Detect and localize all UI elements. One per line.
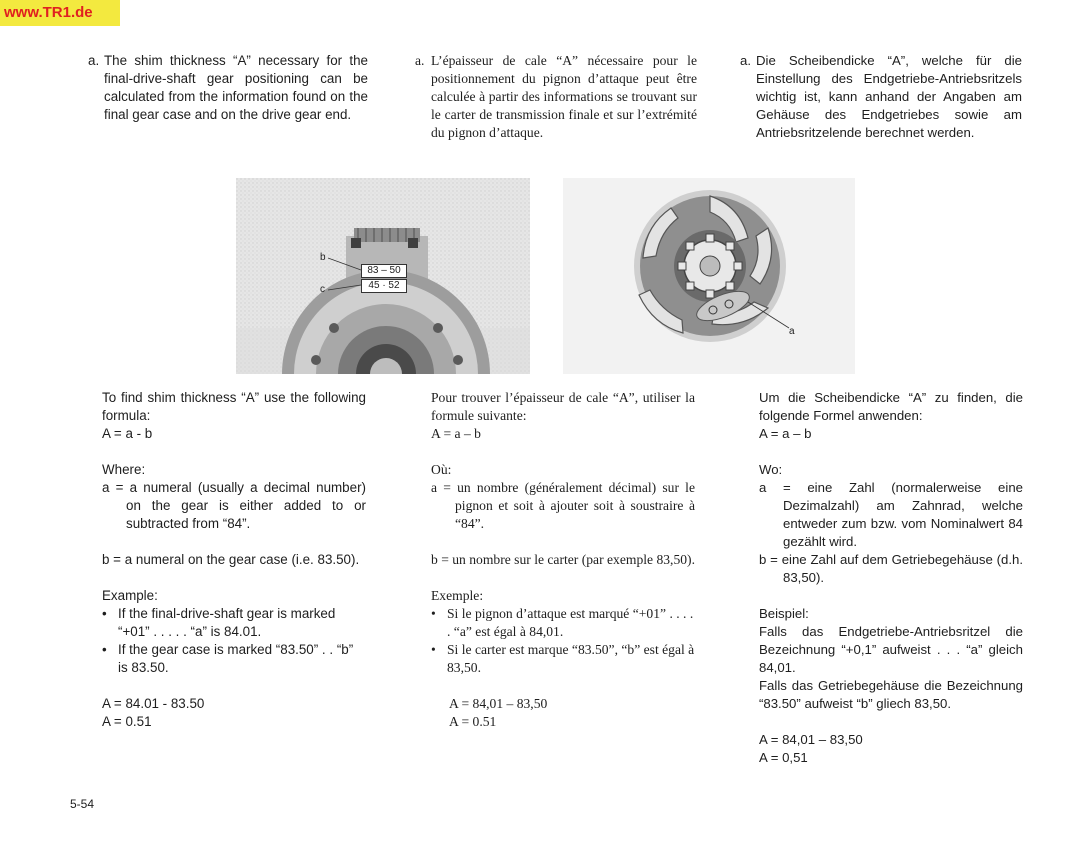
definition-b: b = eine Zahl auf dem Getriebegehäuse (d.h. 83,50). [759, 552, 1023, 585]
where-heading: Where: [102, 462, 146, 477]
example-text: Falls das Getriebegehäuse die Bezeichnung “83.50” aufweist “b” gliech 83,50. [759, 678, 1023, 711]
bullet-icon: • [431, 642, 436, 657]
find-formula: Um die Scheibendicke “A” zu finden, die folgende Formel anwenden: [759, 390, 1023, 423]
intro-de [740, 52, 1022, 142]
example-bullet: • If the final-drive-shaft gear is marked “+01” . . . . . “a” is 84.01. [102, 606, 336, 639]
bullet-icon: • [102, 606, 107, 621]
find-formula: To find shim thickness “A” use the following formula: [102, 390, 366, 423]
bullet-icon: • [102, 642, 107, 657]
example-heading: Exemple: [431, 588, 484, 603]
calc-line: A = 84,01 – 83,50 [759, 732, 863, 747]
definition-b: b = a numeral on the gear case (i.e. 83.50). [102, 552, 360, 567]
formula: A = a - b [102, 426, 153, 441]
bullet-icon: • [431, 606, 436, 621]
label-c: c [320, 284, 325, 295]
intro-fr [415, 52, 697, 142]
example-heading: Beispiel: [759, 606, 809, 621]
where-heading: Wo: [759, 462, 783, 477]
example-heading: Example: [102, 588, 158, 603]
watermark: www.TR1.de [0, 0, 120, 26]
page-number: 5-54 [70, 797, 95, 811]
calc-result: A = 0.51 [449, 714, 497, 729]
example-bullet: • If the gear case is marked “83.50” . . “b” is 83.50. [102, 642, 354, 675]
intro-text: Die Scheibendicke “A”, welche für die Einstellung des Endgetriebe-Antriebsritzels wichtig ist, kann anhand der Angaben am Gehäuse des Endgetriebes sowie am Antriebsritzelende berechnet werden. [756, 53, 1022, 140]
definition-a: a = un nombre (généralement décimal) sur le pignon et soit à ajouter soit à soustraire à “84”. [431, 480, 695, 531]
definition-a: a = eine Zahl (normalerweise eine Dezimalzahl) am Zahnrad, welche entweder zum bzw. vom Nominalwert 84 gezählt wird. [759, 480, 1023, 549]
column-de [759, 389, 1023, 767]
intro-text: The shim thickness “A” necessary for the final-drive-shaft gear positioning can be calculated from the information found on the final gear case and on the drive gear end. [104, 53, 368, 122]
definition-b: b = un nombre sur le carter (par exemple 83,50). [431, 552, 695, 567]
calc-line: A = 84,01 – 83,50 [449, 696, 548, 711]
column-en [102, 389, 366, 731]
calc-result: A = 0.51 [102, 714, 152, 729]
label-a: a [789, 326, 795, 337]
example-bullet: • Si le pignon d’attaque est marqué “+01” . . . . . “a” est égal à 84,01. [431, 606, 694, 639]
intro-label: a. [740, 53, 751, 68]
code-box-c: 45 · 52 [361, 279, 407, 293]
photo-gear-case [236, 178, 530, 379]
find-formula: Pour trouver l’épaisseur de cale “A”, utiliser la formule suivante: [431, 390, 695, 423]
example-text: Falls das Endgetriebe-Antriebsritzel die Bezeichnung “+0,1” aufweist . . . “a” gleich 84,01. [759, 624, 1023, 675]
calc-line: A = 84.01 - 83.50 [102, 696, 205, 711]
code-box-b: 83 – 50 [361, 264, 407, 278]
calc-result: A = 0,51 [759, 750, 808, 765]
where-heading: Où: [431, 462, 452, 477]
label-b: b [320, 252, 326, 263]
intro-label: a. [415, 53, 425, 68]
formula: A = a – b [759, 426, 812, 441]
intro-text: L’épaisseur de cale “A” nécessaire pour le positionnement du pignon d’attaque peut être calculée à partir des informations se trouvant sur le carter de transmission finale et sur l’extrémité du pignon d’attaque. [431, 53, 697, 140]
intro-en [88, 52, 368, 124]
intro-label: a. [88, 53, 100, 68]
example-bullet: • Si le carter est marque “83.50”, “b” est égal à 83,50. [431, 642, 695, 675]
photo-drive-gear [563, 178, 855, 379]
column-fr [431, 389, 695, 731]
definition-a: a = a numeral (usually a decimal number) on the gear is either added to or subtracted from “84”. [102, 480, 366, 531]
formula: A = a – b [431, 426, 481, 441]
